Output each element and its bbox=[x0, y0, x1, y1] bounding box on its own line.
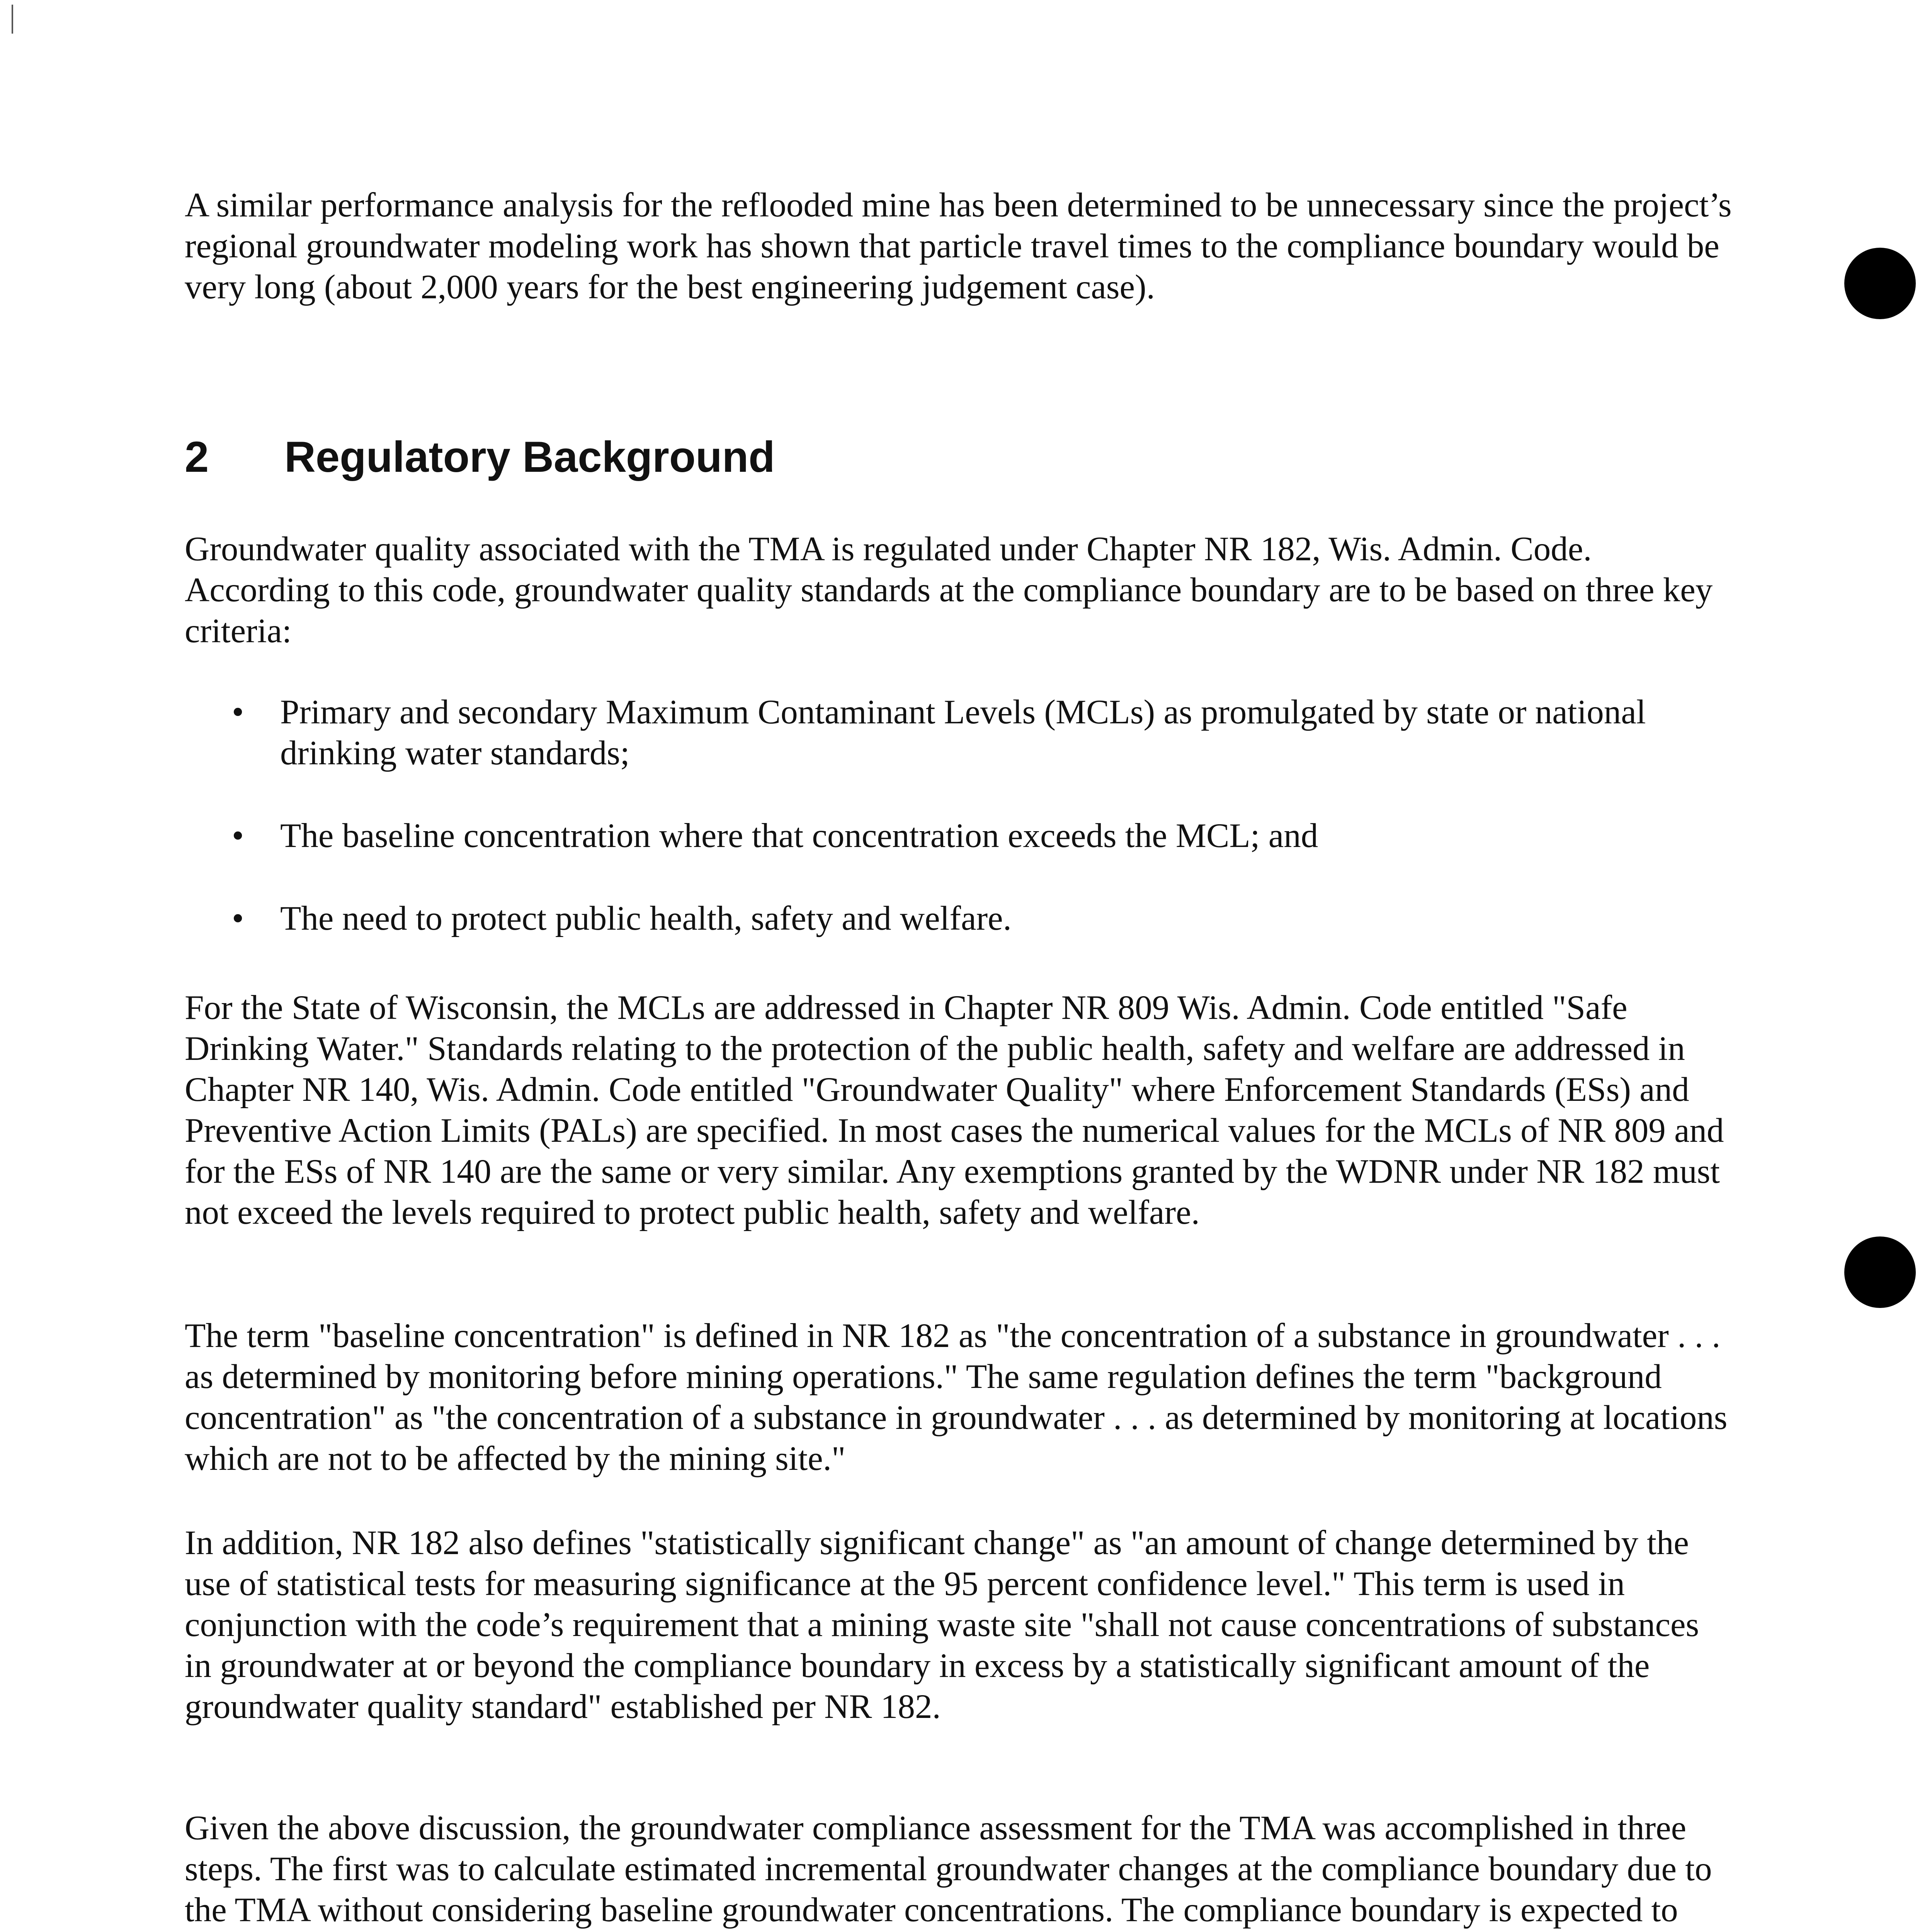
wisconsin-paragraph: For the State of Wisconsin, the MCLs are addressed in Chapter NR 809 Wis. Admin. Code entitled "Safe Drinking Water." Standards relating to the protection of the public health, safety and welfare are addressed in Chapter NR 140, Wis. Admin. Code entitled "Groundwater Quality" where Enforcement Standards (ESs) and Preventive Action Limits (PALs) are specified. In most cases the numerical values for the MCLs of NR 809 and for the ESs of NR 140 are the same or very similar. Any exemptions granted by the WDNR under NR 182 must not exceed the levels required to protect public health, safety and welfare. bbox=[185, 989, 1724, 1231]
steps-paragraph: Given the above discussion, the groundwater compliance assessment for the TMA was accomplished in three steps. The first was to calculate estimated incremental groundwater changes at the compliance boundary due to the TMA without considering baseline groundwater concentrations. The compliance boundary is expected to bbox=[185, 1809, 1712, 1929]
list-item bbox=[232, 815, 1739, 856]
criteria-list bbox=[232, 692, 1739, 939]
criteria-text: Primary and secondary Maximum Contaminant Levels (MCLs) as promulgated by state or national drinking water standards; bbox=[280, 693, 1646, 772]
section-title: Regulatory Background bbox=[284, 433, 775, 481]
baseline-paragraph: The term "baseline concentration" is defined in NR 182 as "the concentration of a substance in groundwater . . . as determined by monitoring before mining operations." The same regulation defines the term "background concentration" as "the concentration of a substance in groundwater . . . as determined by monitoring at locations which are not to be affected by the mining site." bbox=[185, 1317, 1728, 1478]
bullet-icon: • bbox=[232, 693, 244, 731]
significance-paragraph: In addition, NR 182 also defines "statistically significant change" as "an amount of change determined by the use of statistical tests for measuring significance at the 95 percent confidence level." This term is used in conjunction with the code’s requirement that a mining waste site "shall not cause concentrations of substances in groundwater at or beyond the compliance boundary in excess by a statistically significant amount of the groundwater quality standard" established per NR 182. bbox=[185, 1524, 1699, 1726]
groundwater-paragraph: Groundwater quality associated with the TMA is regulated under Chapter NR 182, Wis. Admin. Code. According to this code, groundwater quality standards at the compliance boundary are to be based on three key criteria: bbox=[185, 530, 1713, 650]
intro-paragraph: A similar performance analysis for the reflooded mine has been determined to be unnecessary since the project’s regional groundwater modeling work has shown that particle travel times to the compliance boundary would be very long (about 2,000 years for the best engineering judgement case). bbox=[185, 186, 1732, 306]
list-item bbox=[232, 898, 1739, 939]
bullet-icon: • bbox=[232, 817, 244, 855]
criteria-text: The baseline concentration where that concentration exceeds the MCL; and bbox=[280, 817, 1318, 855]
list-item bbox=[232, 692, 1739, 774]
scan-edge-mark bbox=[12, 5, 13, 34]
criteria-text: The need to protect public health, safety and welfare. bbox=[280, 900, 1012, 937]
section-number: 2 bbox=[185, 433, 209, 481]
section-heading bbox=[185, 432, 775, 482]
bullet-icon: • bbox=[232, 900, 244, 937]
binder-hole-icon bbox=[1844, 248, 1916, 319]
binder-hole-icon bbox=[1844, 1236, 1916, 1308]
